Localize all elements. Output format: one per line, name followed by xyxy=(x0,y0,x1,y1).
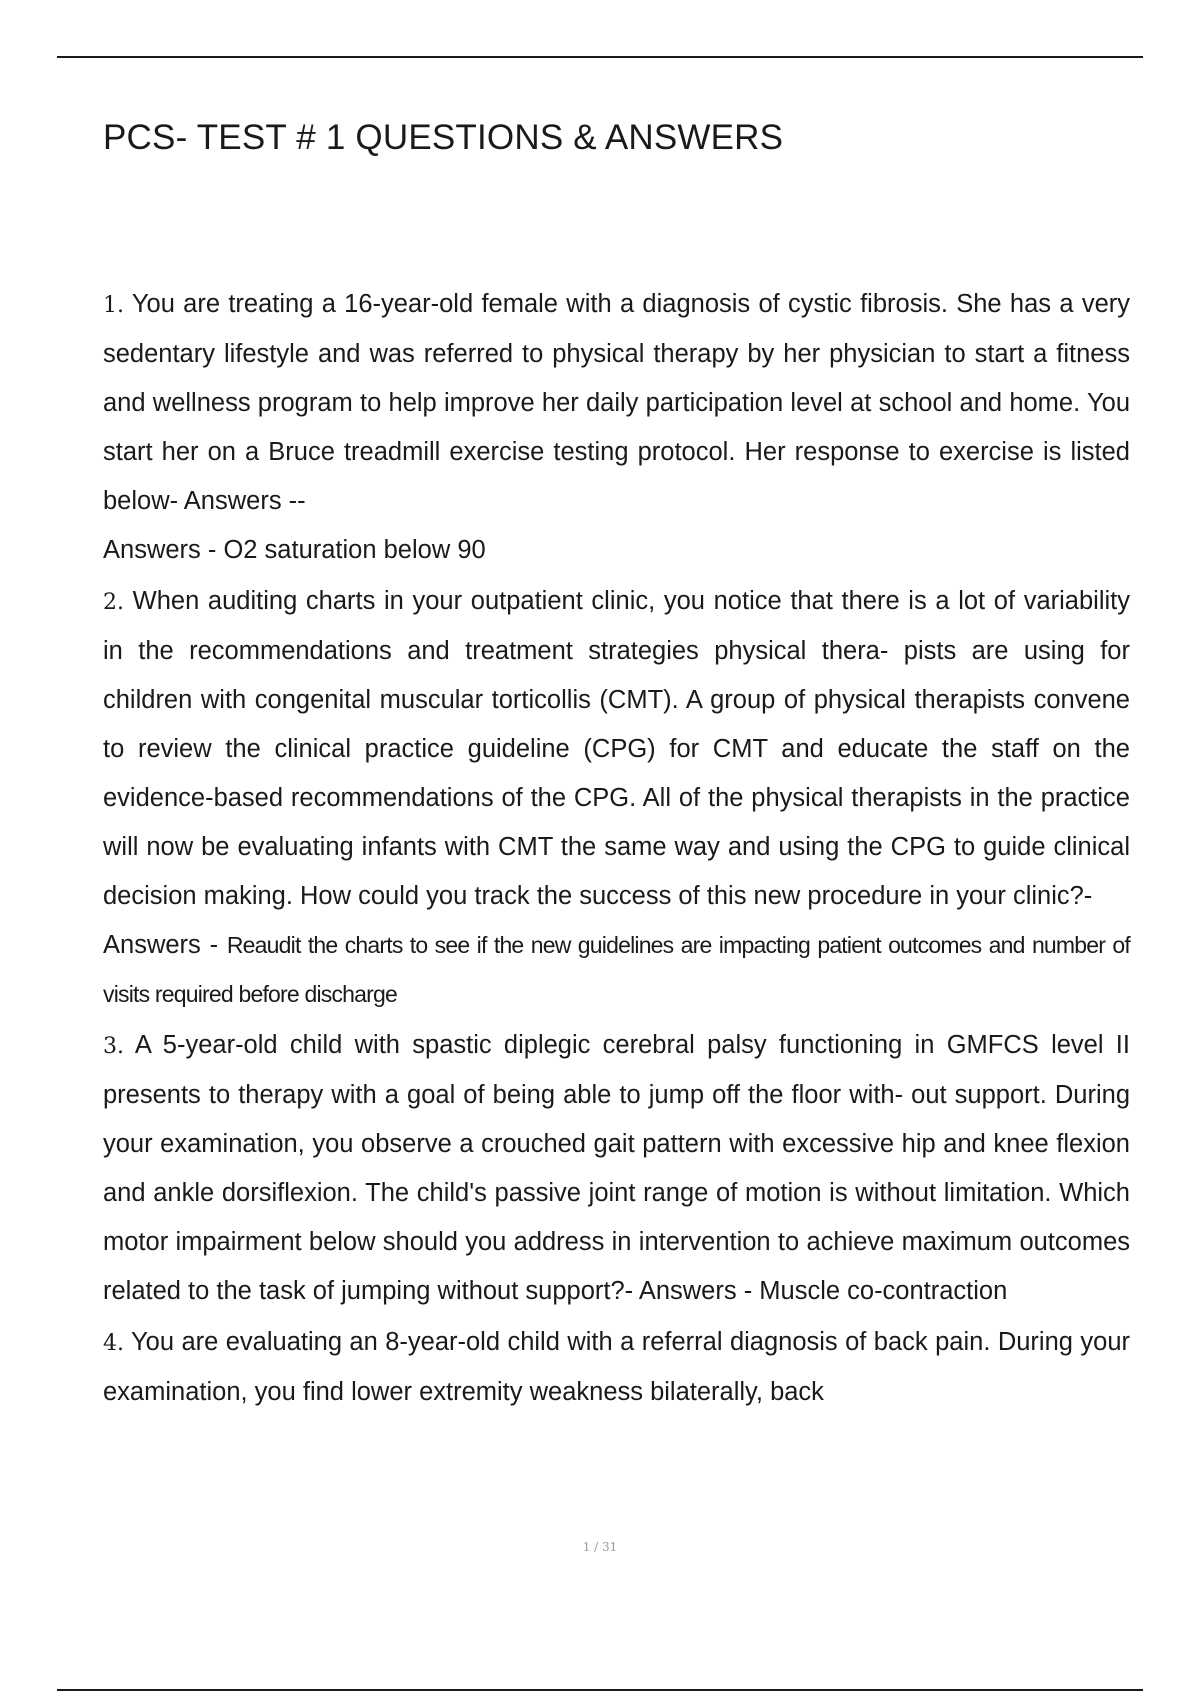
question-number: 3. xyxy=(103,1034,124,1059)
document-title: PCS- TEST # 1 QUESTIONS & ANSWERS xyxy=(103,118,784,157)
question-list xyxy=(103,280,1130,1419)
question-number: 1. xyxy=(103,293,124,318)
answer-prefix: Answers - xyxy=(103,536,217,564)
answer xyxy=(103,931,1130,1008)
answer-text: Reaudit the charts to see if the new guidelines are impacting patient outcomes and number of visits required before discharge xyxy=(103,932,1130,1007)
bottom-rule xyxy=(57,1689,1143,1691)
answer xyxy=(103,536,486,564)
answer-prefix: Answers - xyxy=(103,931,219,959)
question-text: You are evaluating an 8-year-old child with a referral diagnosis of back pain. During your examination, you find lower extremity weakness bilaterally, back xyxy=(103,1328,1130,1406)
top-rule xyxy=(57,56,1143,58)
answer-text: Muscle co-contraction xyxy=(759,1277,1008,1305)
question-item xyxy=(103,280,1130,575)
question-item xyxy=(103,577,1130,1019)
page-number: 1 / 31 xyxy=(582,1540,618,1554)
question-number: 4. xyxy=(103,1331,124,1356)
question-text: You are treating a 16-year-old female with a diagnosis of cystic fibrosis. She has a very sedentary lifestyle and was referred to physical therapy by her physician to start a fitness and wellness program to help improve her daily participation level at school and home. You start her on a Bruce treadmill exercise testing protocol. Her response to exercise is listed below- Answers -- xyxy=(103,290,1130,515)
answer xyxy=(639,1277,1007,1305)
answer-text: O2 saturation below 90 xyxy=(223,536,486,564)
question-item xyxy=(103,1021,1130,1316)
answer-prefix: Answers - xyxy=(638,1277,753,1305)
question-item xyxy=(103,1318,1130,1417)
question-text: When auditing charts in your outpatient clinic, you notice that there is a lot of variability in the recommendations and treatment strategies physical thera- pists are using for children with congenital muscular torticollis (CMT). A group of physical therapists convene to review the clinical practice guideline (CPG) for CMT and educate the staff on the evidence-based recommendations of the CPG. All of the physical therapists in the practice will now be evaluating infants with CMT the same way and using the CPG to guide clinical decision making. How could you track the success of this new procedure in your clinic?- xyxy=(103,587,1130,910)
question-number: 2. xyxy=(103,590,124,615)
question-text: A 5-year-old child with spastic diplegic cerebral palsy functioning in GMFCS level II presents to therapy with a goal of being able to jump off the floor with- out support. During your examination, you observe a crouched gait pattern with excessive hip and knee flexion and ankle dorsiflexion. The child's passive joint range of motion is without limitation. Which motor impairment below should you address in intervention to achieve maximum outcomes related to the task of jumping without support?- xyxy=(103,1031,1130,1305)
